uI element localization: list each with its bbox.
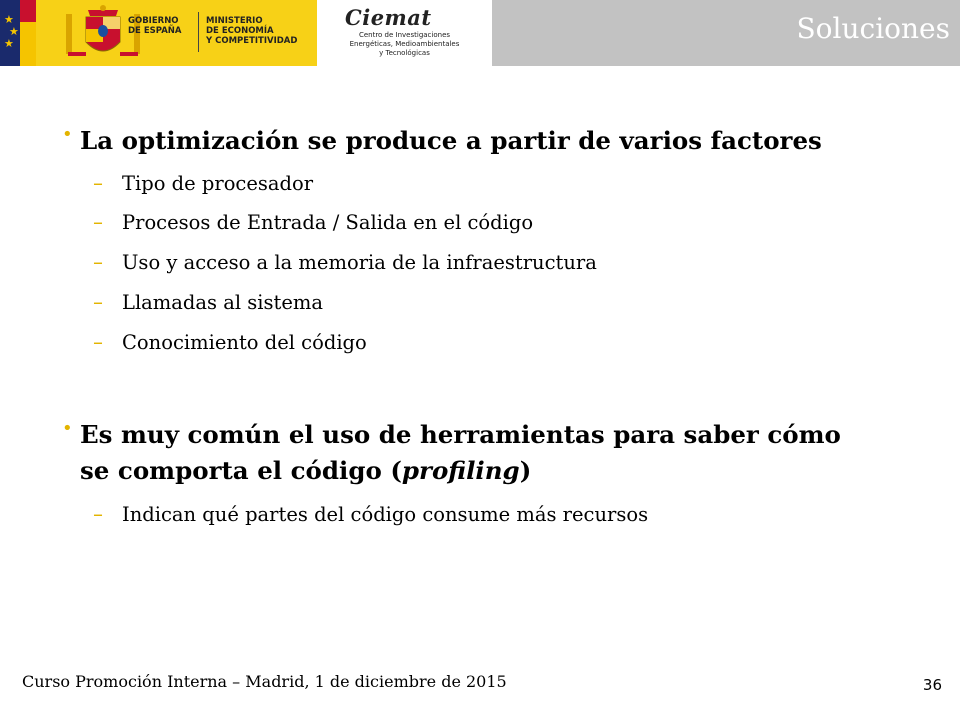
ciemat-subtitle: Centro de Investigaciones Energéticas, Medioambientales y Tecnológicas: [349, 31, 460, 57]
bullet-2-prefix: se comporta el código (: [80, 456, 402, 485]
subitem-6: Indican qué partes del código consume más recursos: [122, 503, 649, 526]
bullet-2-suffix: ): [519, 456, 532, 485]
dash-icon: –: [93, 210, 103, 234]
bullet-1-text: La optimización se produce a partir de varios factores: [80, 126, 822, 155]
slide-title: Soluciones: [796, 12, 950, 45]
dash-icon: –: [93, 250, 103, 274]
bullet-icon: •: [62, 418, 73, 439]
gobierno-text: GOBIERNO DE ESPAÑA: [128, 16, 182, 36]
ciemat-wordmark: Ciemat: [345, 5, 432, 30]
subitem-4: Llamadas al sistema: [122, 291, 324, 314]
subitem-5: Conocimiento del código: [122, 331, 367, 354]
dash-icon: –: [93, 330, 103, 354]
dash-icon: –: [93, 290, 103, 314]
bullet-2-line1: Es muy común el uso de herramientas para saber cómo: [80, 420, 841, 449]
bullet-2-italic: profiling: [401, 456, 520, 485]
footer-text: Curso Promoción Interna – Madrid, 1 de diciembre de 2015: [22, 672, 507, 691]
subitem-2: Procesos de Entrada / Salida en el código: [122, 211, 534, 234]
subitem-1: Tipo de procesador: [122, 172, 314, 195]
page-number: 36: [922, 676, 942, 694]
eu-spain-flag-icon: ★ ★ ★: [0, 0, 36, 66]
dash-icon: –: [93, 171, 103, 195]
dash-icon: –: [93, 502, 103, 526]
ministry-text: MINISTERIO DE ECONOMÍA Y COMPETITIVIDAD: [206, 16, 298, 46]
bullet-2-line2: [80, 454, 531, 488]
bullet-icon: •: [62, 124, 73, 145]
subitem-3: Uso y acceso a la memoria de la infraestructura: [122, 251, 597, 274]
